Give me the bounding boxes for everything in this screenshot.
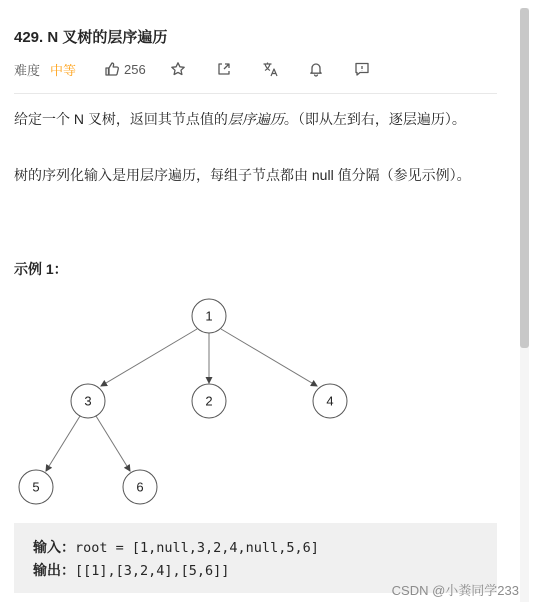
- star-icon: [170, 61, 186, 77]
- input-value: root = [1,null,3,2,4,null,5,6]: [75, 540, 319, 556]
- section-divider: [14, 93, 497, 94]
- problem-meta-bar: [14, 59, 370, 79]
- bell-icon: [308, 61, 324, 77]
- example-input-line: [33, 537, 319, 558]
- difficulty-badge: 中等: [50, 62, 77, 78]
- tree-node: [313, 384, 347, 418]
- svg-text:2: 2: [205, 393, 213, 409]
- translate-button[interactable]: [262, 61, 280, 77]
- description-text: 。（即从左到右，逐层遍历）。: [283, 111, 466, 127]
- svg-text:1: 1: [205, 308, 213, 324]
- thumbs-up-icon: [104, 61, 120, 77]
- watermark-text: CSDN @小粪同学233: [391, 583, 519, 598]
- tree-edge: [221, 329, 317, 386]
- tree-edge: [46, 416, 80, 471]
- n-ary-tree-diagram: [0, 290, 533, 520]
- tree-node: [192, 299, 226, 333]
- difficulty-label: 难度: [14, 62, 41, 78]
- input-label: 输入：: [33, 539, 75, 555]
- like-button[interactable]: [104, 61, 120, 77]
- example-title: 示例 1：: [14, 261, 68, 277]
- tree-node: [192, 384, 226, 418]
- description-emphasis: 层序遍历: [227, 111, 284, 127]
- feedback-button[interactable]: [354, 61, 370, 77]
- output-value: [[1],[3,2,4],[5,6]]: [75, 563, 230, 579]
- description-paragraph-2: 树的序列化输入是用层序遍历，每组子节点都由 null 值分隔（参见示例）。: [14, 167, 471, 183]
- share-button[interactable]: [216, 61, 232, 77]
- svg-text:5: 5: [32, 479, 40, 495]
- translate-icon: [262, 61, 280, 77]
- notification-button[interactable]: [308, 61, 324, 77]
- scrollbar-thumb[interactable]: [520, 8, 529, 348]
- feedback-icon: [354, 61, 370, 77]
- svg-text:6: 6: [136, 479, 144, 495]
- tree-node: [71, 384, 105, 418]
- tree-node: [123, 470, 157, 504]
- share-icon: [216, 61, 232, 77]
- tree-edge: [96, 416, 130, 471]
- svg-text:3: 3: [84, 393, 92, 409]
- tree-edge: [101, 329, 197, 386]
- example-output-line: [33, 560, 229, 581]
- tree-node: [19, 470, 53, 504]
- favorite-button[interactable]: [170, 61, 186, 77]
- like-count: 256: [124, 61, 146, 77]
- description-text: 给定一个 N 叉树，返回其节点值的: [14, 111, 228, 127]
- output-label: 输出：: [33, 562, 75, 578]
- problem-title: 429. N 叉树的层序遍历: [14, 29, 168, 46]
- description-paragraph-1: [14, 108, 484, 131]
- svg-text:4: 4: [326, 393, 334, 409]
